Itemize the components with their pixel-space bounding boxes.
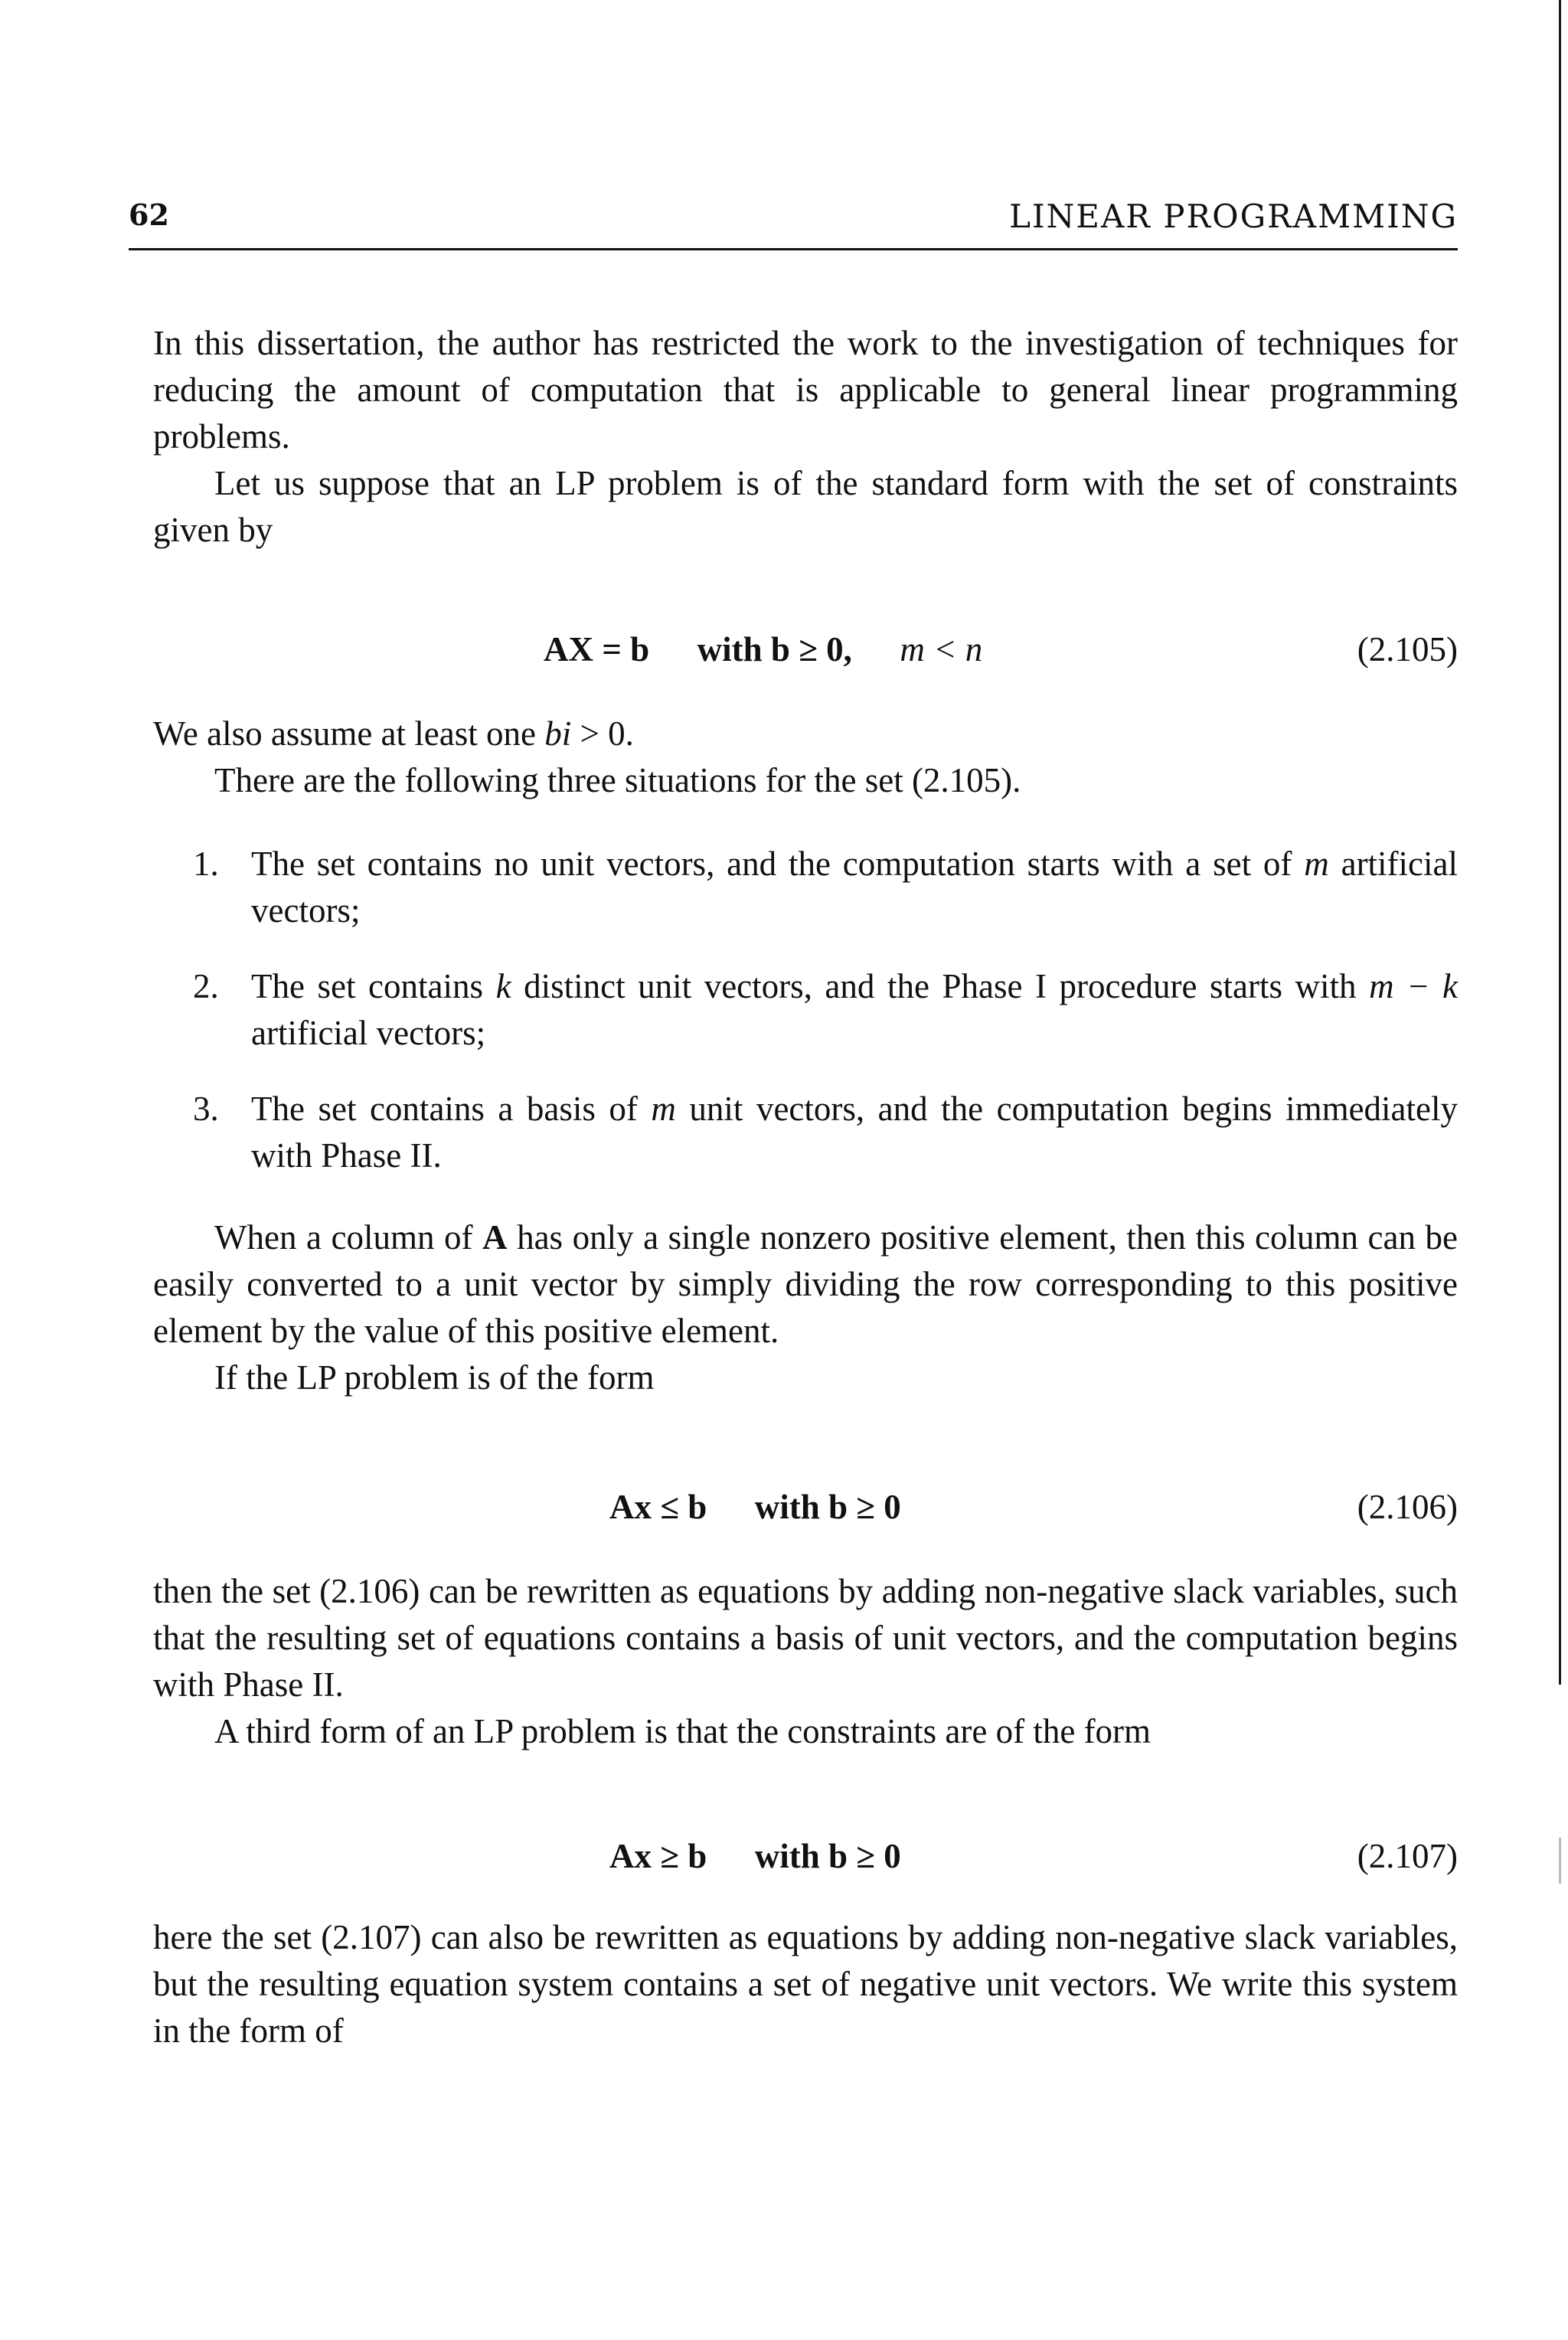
paragraph-1: In this dissertation, the author has restricted the work to the investigation of techniques for reducing the amount of computation that is applicable to general linear programming problems.: [153, 324, 1458, 456]
list-number: 2.: [193, 967, 219, 1005]
equation-condition: with b ≥ 0,: [697, 630, 852, 668]
equation-number: (2.105): [1357, 630, 1458, 668]
list-item-2: [193, 963, 1458, 1057]
equation-inequality: m < n: [900, 630, 983, 668]
scan-edge-line-lower: [1559, 1838, 1561, 1884]
paragraph-6: If the LP problem is of the form: [214, 1358, 655, 1397]
equation-condition: with b ≥ 0: [754, 1837, 901, 1875]
equation-2-106: [153, 1487, 1458, 1533]
list-number: 3.: [193, 1090, 219, 1128]
paragraph-2: Let us suppose that an LP problem is of the standard form with the set of constraints given by: [153, 464, 1458, 549]
text-block-negative: [153, 1914, 1458, 2054]
text-block-columns: [153, 1214, 1458, 1401]
equation-lhs: Ax ≤ b: [609, 1488, 707, 1526]
equation-body: [609, 1487, 901, 1527]
paragraph-5: When a column of A has only a single nonzero positive element, then this column can be easily converted to a unit vector by simply dividing the row corresponding to this positive element by the value of this positive element.: [153, 1218, 1458, 1350]
text-block-assumptions: [153, 711, 1458, 804]
running-title: LINEAR PROGRAMMING: [1009, 198, 1458, 235]
paragraph-4: There are the following three situations for the set (2.105).: [214, 761, 1021, 799]
paragraph-9: here the set (2.107) can also be rewritten as equations by adding non-negative slack variables, but the resulting equation system contains a set of negative unit vectors. We write this system in the form of: [153, 1918, 1458, 2050]
scan-edge-line: [1559, 0, 1561, 1685]
equation-body: [544, 629, 982, 669]
variable-bi: bi: [544, 714, 572, 753]
equation-2-105: [153, 629, 1458, 675]
list-text: The set contains k distinct unit vectors, and the Phase I procedure starts with m − k artificial vectors;: [251, 967, 1458, 1052]
equation-number: (2.107): [1357, 1837, 1458, 1875]
equation-body: [609, 1836, 901, 1876]
equation-condition: with b ≥ 0: [754, 1488, 901, 1526]
list-item-3: [193, 1086, 1458, 1179]
text-block-intro: [153, 320, 1458, 554]
list-item-1: [193, 841, 1458, 934]
text-block-slack: [153, 1568, 1458, 1755]
paragraph-3: We also assume at least one bi > 0.: [153, 714, 634, 753]
equation-lhs: Ax ≥ b: [609, 1837, 707, 1875]
header-rule: [129, 248, 1458, 250]
equation-number: (2.106): [1357, 1488, 1458, 1526]
list-text: The set contains no unit vectors, and the computation starts with a set of m artificial vectors;: [251, 845, 1458, 930]
list-text: The set contains a basis of m unit vectors, and the computation begins immediately with Phase II.: [251, 1090, 1459, 1175]
equation-lhs: AX = b: [544, 630, 650, 668]
equation-2-107: [153, 1836, 1458, 1882]
page-header: [129, 198, 1458, 251]
paragraph-8: A third form of an LP problem is that the constraints are of the form: [214, 1712, 1152, 1750]
list-number: 1.: [193, 845, 219, 883]
matrix-a: A: [482, 1218, 508, 1257]
page-number: 62: [129, 198, 169, 232]
paragraph-7: then the set (2.106) can be rewritten as equations by adding non-negative slack variables, such that the resulting set of equations contains a basis of unit vectors, and the computation begins with Phase II.: [153, 1572, 1458, 1704]
